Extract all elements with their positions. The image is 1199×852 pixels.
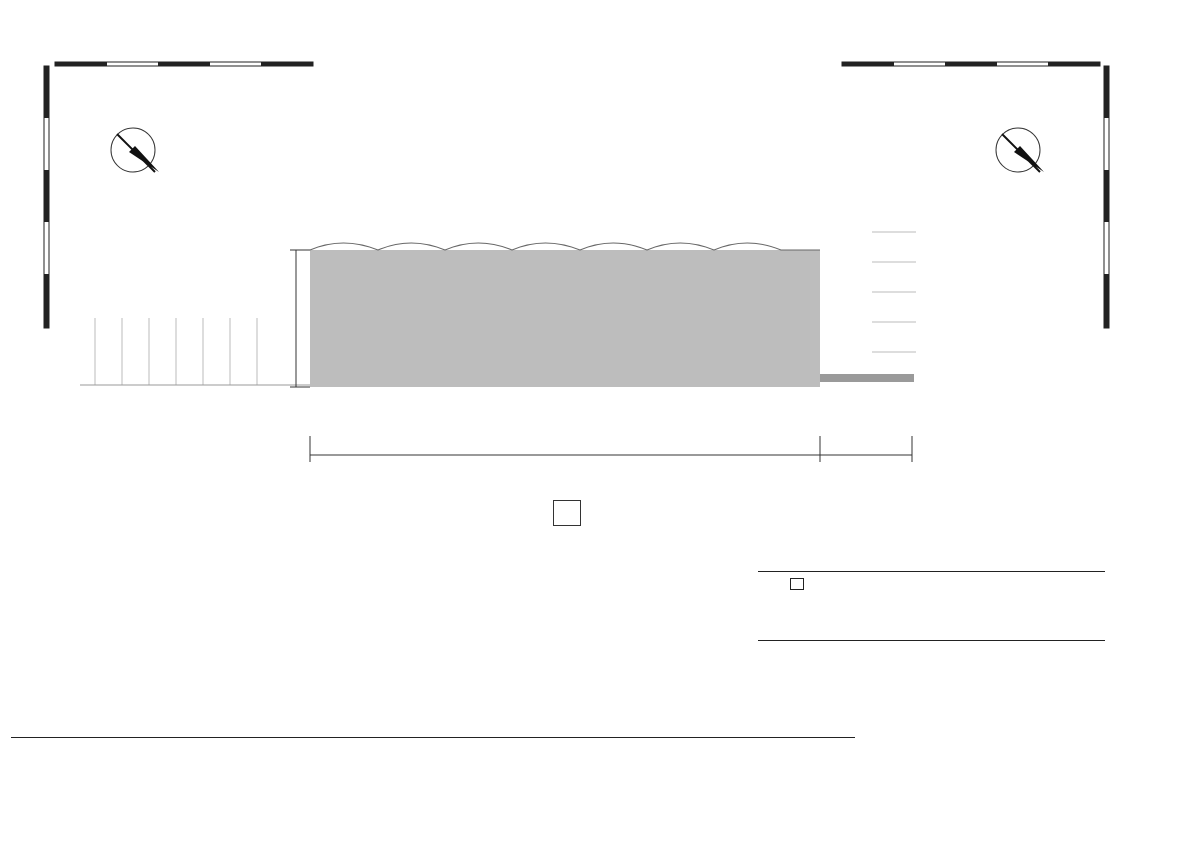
- ground-hatching-right: [872, 232, 916, 352]
- caption-divider: [11, 737, 855, 738]
- dimension-length: [310, 436, 912, 462]
- scale-bar-top-left: [55, 62, 313, 66]
- building-walls: [310, 243, 914, 387]
- building-number: [553, 500, 581, 526]
- scale-bar-top-right: [842, 62, 1100, 66]
- info-total-value: [790, 578, 804, 590]
- compass-icon: [996, 128, 1044, 172]
- info-divider: [758, 571, 1105, 572]
- scale-bar-side-right: [1104, 66, 1109, 328]
- scale-bar-side-left: [44, 66, 49, 328]
- info-line-total: [790, 579, 804, 589]
- dimension-height: [290, 250, 310, 387]
- info-divider: [758, 640, 1105, 641]
- compass-icon: [111, 128, 159, 172]
- ground-hatching-left: [80, 318, 310, 385]
